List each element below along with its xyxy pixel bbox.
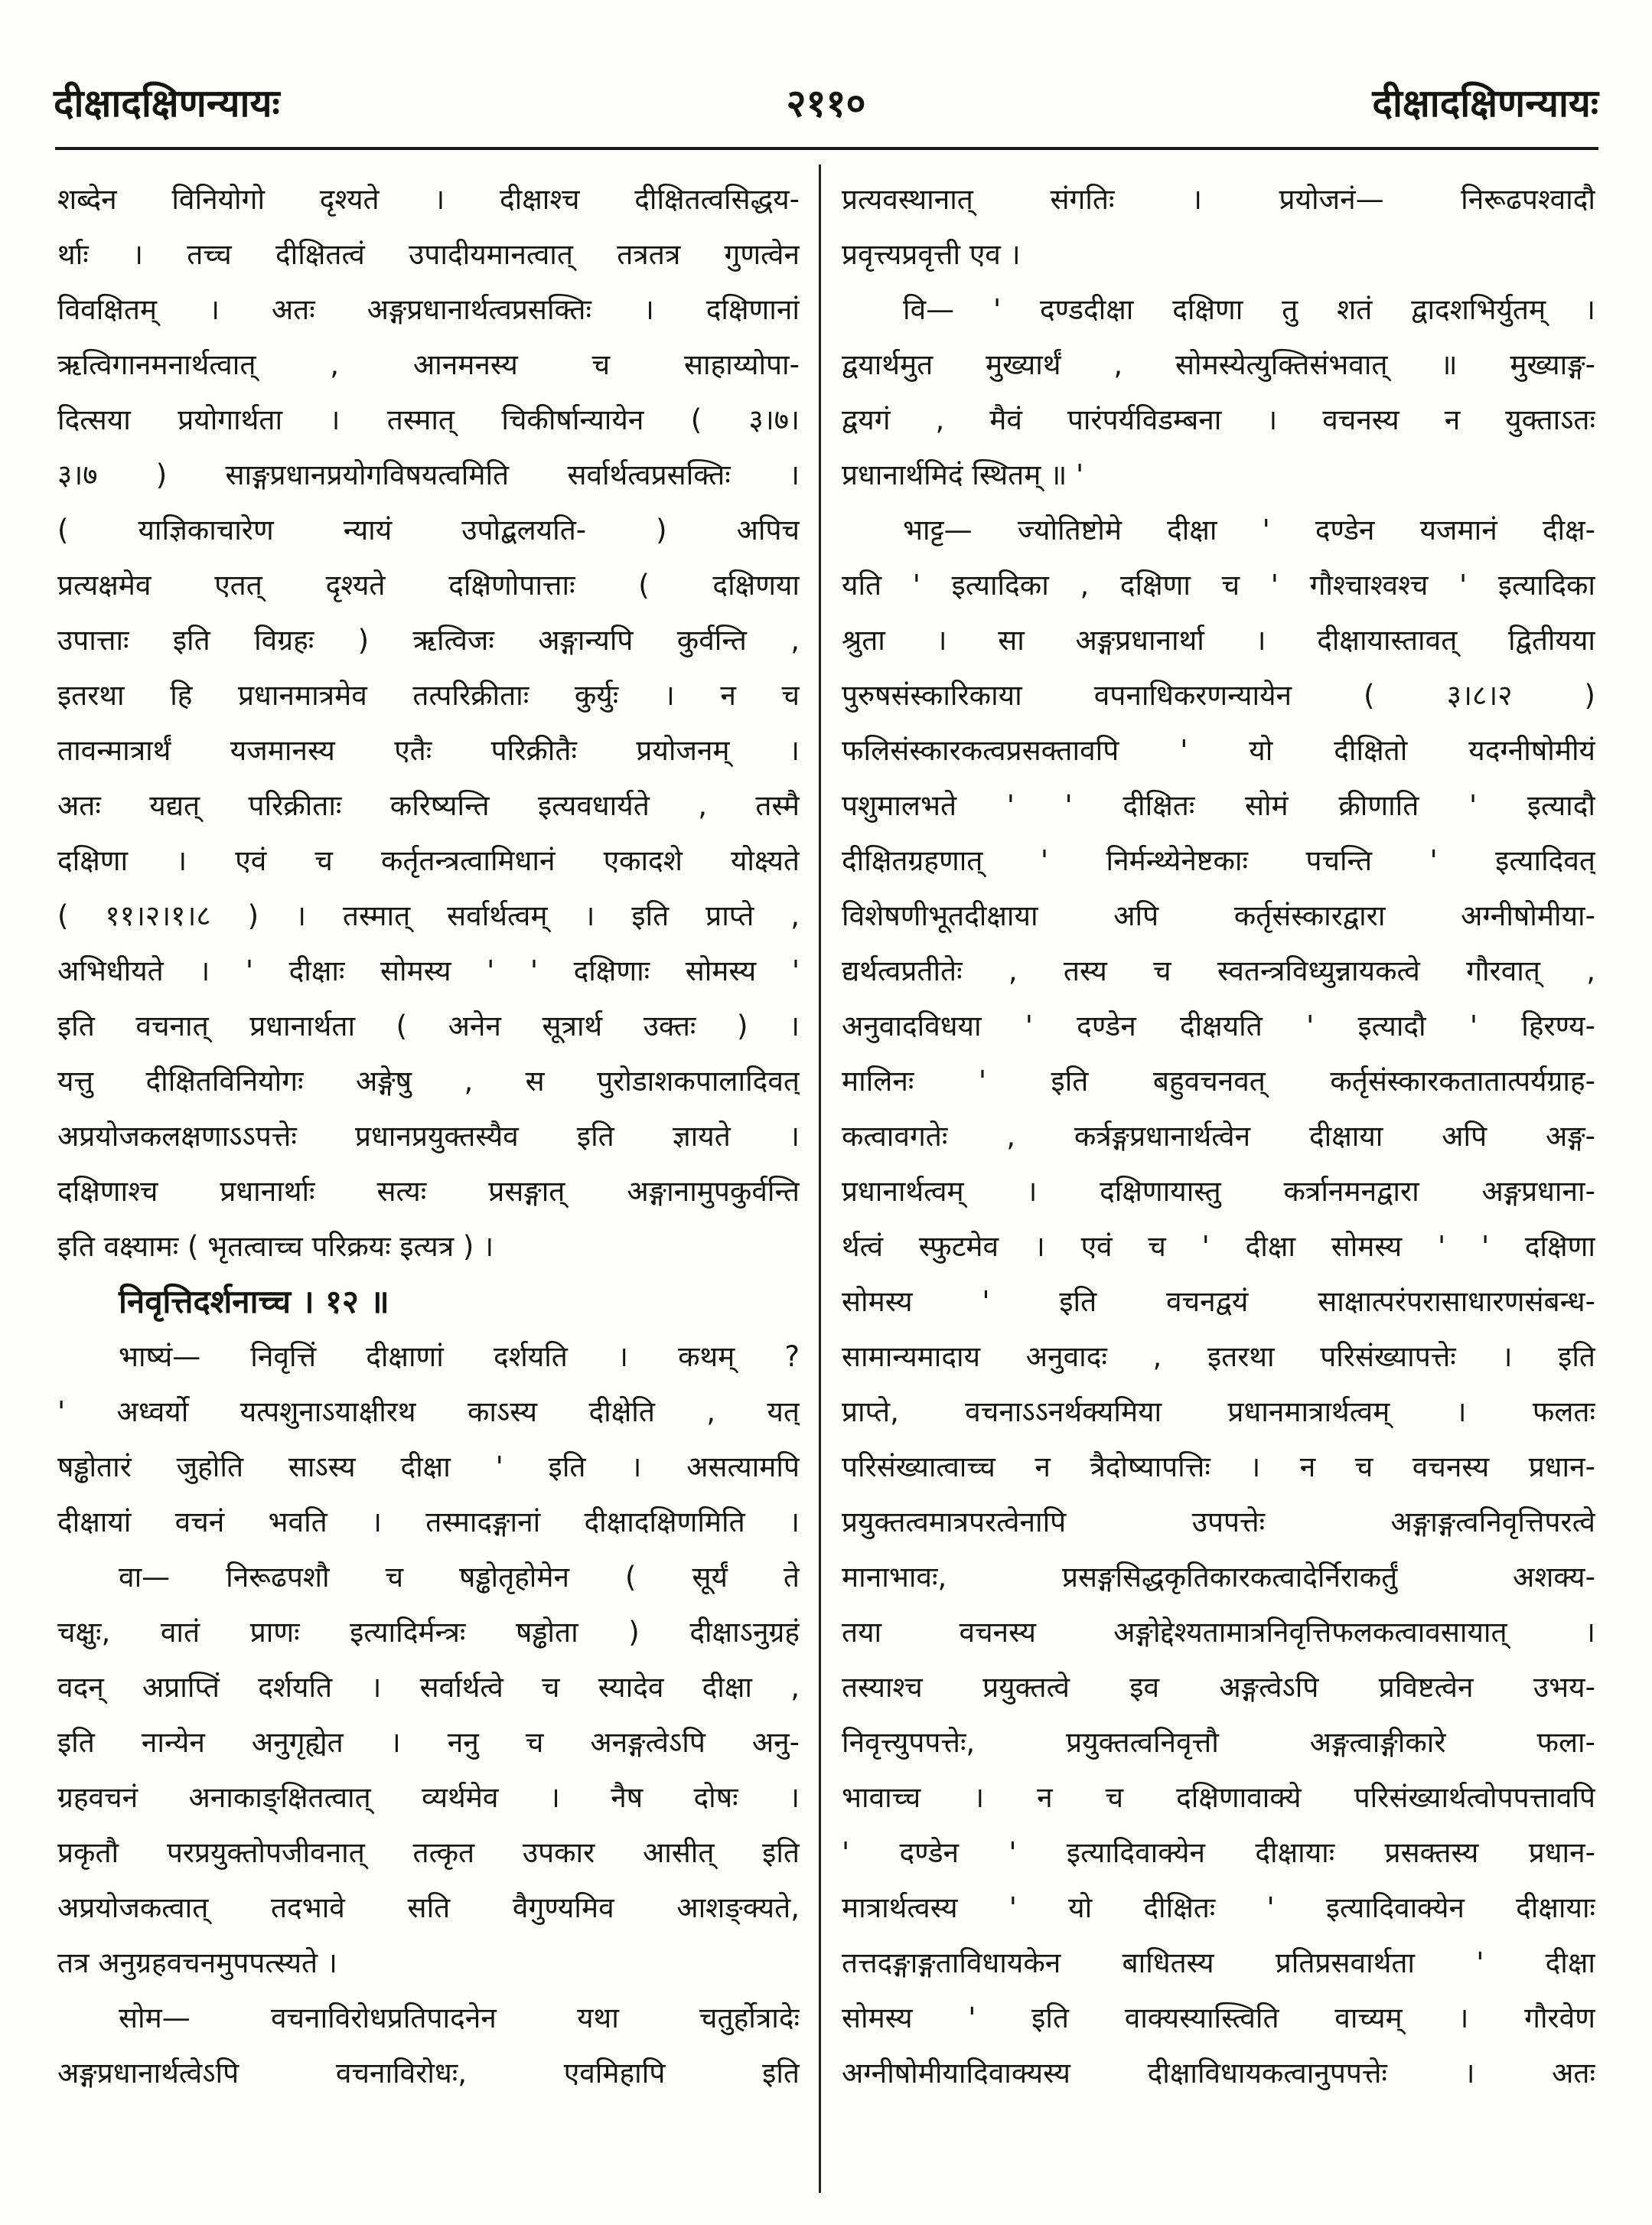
text-line: तावन्मात्रार्थं यजमानस्य एतैः परिक्रीतैः प्रयोजनम् । [57,734,800,767]
text-line: यत्तु दीक्षितविनियोगः अङ्गेषु , स पुरोडाशकपालादिवत् [57,1065,800,1098]
text-line: भावाच्च । न च दक्षिणावाक्ये परिसंख्यार्थत्वोपपत्तावपि [842,1781,1595,1814]
left-column [57,172,800,2101]
header-rule [55,147,1598,150]
text-line: प्रकृतौ परप्रयुक्तोपजीवनात् तत्कृत उपकार आसीत् इति [57,1836,800,1869]
text-line: ' दण्डेन ' इत्यादिवाक्येन दीक्षायाः प्रसक्तस्य प्रधान- [842,1836,1595,1869]
text-line: पुरुषसंस्कारिकाया वपनाधिकरणन्यायेन ( ३।८।२ ) [842,679,1595,712]
right-column [842,172,1595,2101]
text-line: अनुवादविधया ' दण्डेन दीक्षयति ' इत्यादौ ' हिरण्य- [842,1010,1595,1042]
column-divider [819,165,821,2193]
text-line: द्यर्थत्वप्रतीतेः , तस्य च स्वतन्त्रविध्युन्नायकत्वे गौरवात् , [842,954,1595,987]
text-line: प्रत्यक्षमेव एतत् दृश्यते दक्षिणोपात्ताः ( दक्षिणया [57,569,800,602]
text-line: सामान्यमादाय अनुवादः , इतरथा परिसंख्यापत्तेः । इति [842,1340,1595,1373]
text-line: इति वक्ष्यामः ( भृतत्वाच्च परिक्रयः इत्यत्र ) । [57,1230,494,1263]
text-line: इति नान्येन अनुगृह्येत । ननु च अनङ्गत्वेऽपि अनु- [57,1726,800,1759]
text-line: प्रधानार्थमिदं स्थितम् ॥ ' [842,458,1084,491]
text-line: इतरथा हि प्रधानमात्रमेव तत्परिक्रीताः कुर्युः । न च [57,679,800,712]
text-line: ( ११।२।१।८ ) । तस्मात् सर्वार्थत्वम् । इति प्राप्ते , [57,899,800,932]
running-title-left: दीक्षादक्षिणन्यायः [54,81,280,126]
text-line: कत्वावगतेः , कर्त्रङ्गप्रधानार्थत्वेन दीक्षाया अपि अङ्ग- [842,1120,1595,1153]
text-line: अङ्गप्रधानार्थत्वेऽपि वचनाविरोधः, एवमिहापि इति [57,2057,800,2090]
text-line: इति वचनात् प्रधानार्थता ( अनेन सूत्रार्थ उक्तः ) । [57,1010,800,1042]
text-line: निवृत्तिदर्शनाच्च । १२ ॥ [119,1283,389,1320]
text-line: सोमस्य ' इति वाक्यस्यास्त्विति वाच्यम् । गौरवेण [842,2002,1595,2034]
text-line: फलिसंस्कारकत्वप्रसक्तावपि ' यो दीक्षितो यदग्नीषोमीयं [842,734,1595,767]
text-line: द्वयगं , मैवं पारंपर्यविडम्बना । वचनस्य न युक्ताऽतः [842,403,1595,436]
text-line: भाष्यं— निवृत्तिं दीक्षाणां दर्शयति । कथम् ? [119,1340,800,1373]
text-line: प्रधानार्थत्वम् । दक्षिणायास्तु कर्त्रानमनद्वारा अङ्गप्रधाना- [842,1175,1595,1208]
text-line: वा— निरूढपशौ च षड्ढोतृहोमेन ( सूर्यं ते [119,1561,800,1594]
text-line: सोमस्य ' इति वचनद्वयं साक्षात्परंपरासाधारणसंबन्ध- [842,1285,1595,1318]
text-line: अप्रयोजकत्वात् तदभावे सति वैगुण्यमिव आशङ्क्यते, [57,1891,800,1924]
text-line: निवृत्त्युपपत्तेः, प्रयुक्तत्वनिवृत्तौ अङ्गत्वाङ्गीकारे फला- [842,1726,1595,1759]
text-line: मानाभावः, प्रसङ्गसिद्धकृतिकारकत्वादेर्निराकर्तुं अशक्य- [842,1561,1595,1594]
text-line: ( याज्ञिकाचारेण न्यायं उपोद्बलयति- ) अपिच [57,514,800,546]
text-line: तया वचनस्य अङ्गोद्देश्यतामात्रनिवृत्तिफलकत्वावसायात् । [842,1616,1595,1649]
text-line: द्वयार्थमुत मुख्यार्थं , सोमस्येत्युक्तिसंभवात् ॥ मुख्याङ्ग- [842,348,1595,381]
text-line: अतः यद्यत् परिक्रीताः करिष्यन्ति इत्यवधार्यते , तस्मै [57,789,800,822]
text-line: उपात्ताः इति विग्रहः ) ऋत्विजः अङ्गान्यपि कुर्वन्ति , [57,624,800,657]
text-line: मालिनः ' इति बहुवचनवत् कर्तृसंस्कारकतातात्पर्यग्राह- [842,1065,1595,1098]
text-line: शब्देन विनियोगो दृश्यते । दीक्षाश्च दीक्षितत्वसिद्धय- [57,183,800,216]
text-line: अप्रयोजकलक्षणाऽऽपत्तेः प्रधानप्रयुक्तस्यैव इति ज्ञायते । [57,1120,800,1153]
text-line: विशेषणीभूतदीक्षाया अपि कर्तृसंस्कारद्वारा अग्नीषोमीया- [842,899,1595,932]
text-line: र्थत्वं स्फुटमेव । एवं च ' दीक्षा सोमस्य ' ' दक्षिणा [842,1230,1595,1263]
text-line: अग्नीषोमीयादिवाक्यस्य दीक्षाविधायकत्वानुपपत्तेः । अतः [842,2057,1595,2090]
page-number: २११० [786,81,866,126]
text-line: पशुमालभते ' ' दीक्षितः सोमं क्रीणाति ' इत्यादौ [842,789,1595,822]
running-header [54,73,1598,134]
text-line: ग्रहवचनं अनाकाङ्क्षितत्वात् व्यर्थमेव । नैष दोषः । [57,1781,800,1814]
text-line: वदन् अप्राप्तिं दर्शयति । सर्वार्थत्वे च स्यादेव दीक्षा , [57,1671,800,1704]
text-line: दित्सया प्रयोगार्थता । तस्मात् चिकीर्षान्यायेन ( ३।७। [57,403,800,436]
text-line: तत्तदङ्गाङ्गताविधायकेन बाधितस्य प्रतिप्रसवार्थता ' दीक्षा [842,1946,1595,1979]
text-line: र्थाः । तच्च दीक्षितत्वं उपादीयमानत्वात् तत्रतत्र गुणत्वेन [57,238,800,271]
text-line: दीक्षितग्रहणात् ' निर्मन्थ्येनेष्टकाः पचन्ति ' इत्यादिवत् [842,844,1595,877]
text-line: भाट्ट— ज्योतिष्टोमे दीक्षा ' दण्डेन यजमानं दीक्ष- [903,514,1595,546]
text-line: विवक्षितम् । अतः अङ्गप्रधानार्थत्वप्रसक्तिः । दक्षिणानां [57,293,800,326]
text-line: प्रयुक्तत्वमात्रपरत्वेनापि उपपत्तेः अङ्गाङ्गत्वनिवृत्तिपरत्वे [842,1506,1595,1538]
text-line: वि— ' दण्डदीक्षा दक्षिणा तु शतं द्वादशभिर्युतम् । [903,293,1595,326]
text-line: सोम— वचनाविरोधप्रतिपादनेन यथा चतुर्होत्रादेः [119,2002,800,2034]
text-line: तस्याश्च प्रयुक्तत्वे इव अङ्गत्वेऽपि प्रविष्टत्वेन उभय- [842,1671,1595,1704]
running-title-right: दीक्षादक्षिणन्यायः [1372,81,1598,126]
text-line: श्रुता । सा अङ्गप्रधानार्था । दीक्षायास्तावत् द्वितीयया [842,624,1595,657]
text-line: यति ' इत्यादिका , दक्षिणा च ' गौश्चाश्वश्च ' इत्यादिका [842,569,1595,602]
text-line: दक्षिणाश्च प्रधानार्थाः सत्यः प्रसङ्गात् अङ्गानामुपकुर्वन्ति [57,1175,800,1208]
text-line: ३।७ ) साङ्गप्रधानप्रयोगविषयत्वमिति सर्वार्थत्वप्रसक्तिः । [57,458,800,491]
text-line: दीक्षायां वचनं भवति । तस्मादङ्गानां दीक्षादक्षिणमिति । [57,1506,800,1538]
text-line: चक्षुः, वातं प्राणः इत्यादिर्मन्त्रः षड्ढोता ) दीक्षाऽनुग्रहं [57,1616,800,1649]
text-line: ' अध्वर्यो यत्पशुनाऽयाक्षीरथ काऽस्य दीक्षेति , यत् [57,1395,800,1428]
text-line: प्रत्यवस्थानात् संगतिः । प्रयोजनं— निरूढपश्वादौ [842,183,1595,216]
text-line: तत्र अनुग्रहवचनमुपपत्स्यते । [57,1946,337,1979]
text-line: मात्रार्थत्वस्य ' यो दीक्षितः ' इत्यादिवाक्येन दीक्षायाः [842,1891,1595,1924]
text-line: दक्षिणा । एवं च कर्तृतन्त्रत्वामिधानं एकादशे योक्ष्यते [57,844,800,877]
text-line: अभिधीयते । ' दीक्षाः सोमस्य ' ' दक्षिणाः सोमस्य ' [57,954,800,987]
text-line: ऋत्विगानमनार्थत्वात् , आनमनस्य च साहाय्योपा- [57,348,800,381]
text-line: परिसंख्यात्वाच्च न त्रैदोष्यापत्तिः । न च वचनस्य प्रधान- [842,1450,1595,1483]
text-line: प्रवृत्त्यप्रवृत्ती एव । [842,238,1021,271]
text-line: प्राप्ते, वचनाऽऽनर्थक्यमिया प्रधानमात्रार्थत्वम् । फलतः [842,1395,1595,1428]
text-line: षड्ढोतारं जुहोति साऽस्य दीक्षा ' इति । असत्यामपि [57,1450,800,1483]
